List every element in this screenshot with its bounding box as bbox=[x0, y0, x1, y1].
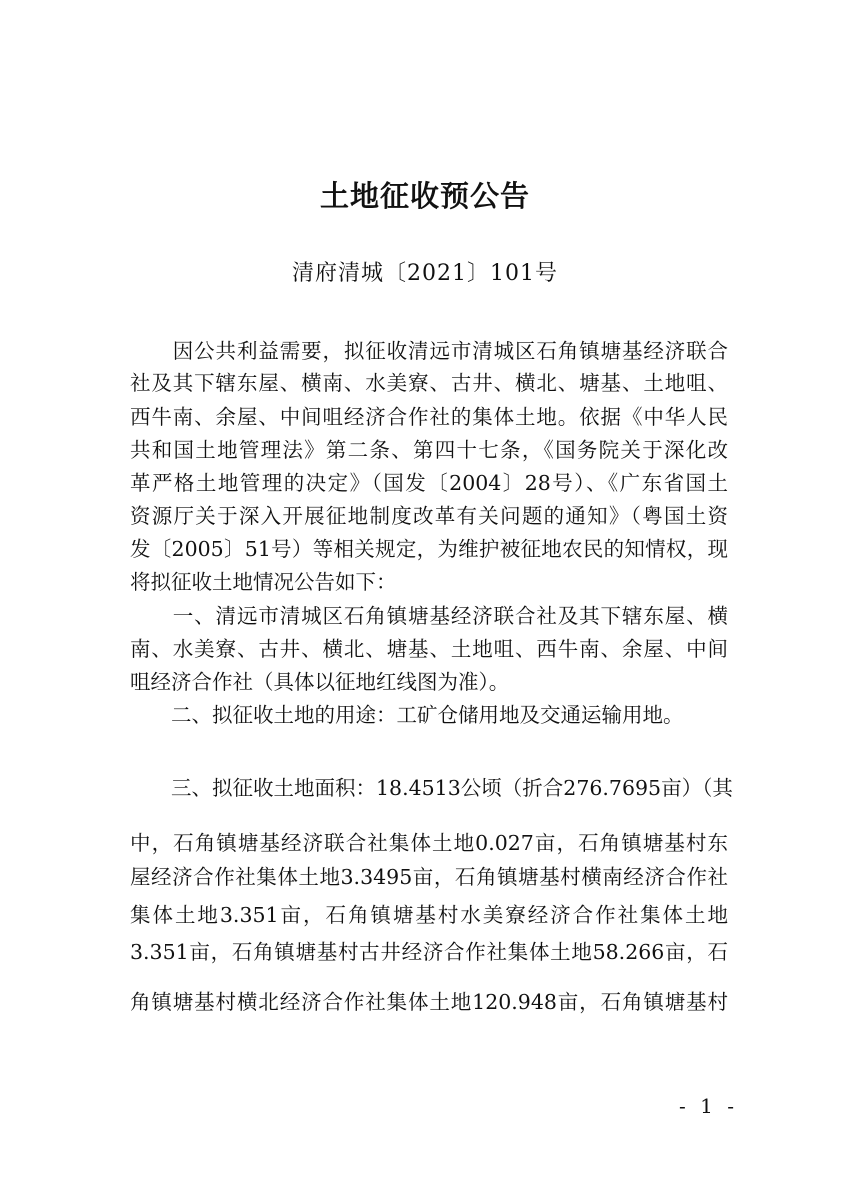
body-line: 二、拟征收土地的用途：工矿仓储用地及交通运输用地。 bbox=[130, 703, 684, 727]
body-line: 屋经济合作社集体土地3.3495亩，石角镇塘基村横南经济合作社 bbox=[130, 865, 728, 889]
body-line: 一、清远市清城区石角镇塘基经济联合社及其下辖东屋、横 bbox=[130, 604, 728, 628]
body-line: 西牛南、余屋、中间咀经济合作社的集体土地。依据《中华人民 bbox=[130, 405, 728, 429]
body-line: 发〔2005〕51号）等相关规定，为维护被征地农民的知情权，现 bbox=[130, 537, 728, 561]
body-line: 将拟征收土地情况公告如下： bbox=[130, 570, 397, 594]
body-line: 角镇塘基村横北经济合作社集体土地120.948亩，石角镇塘基村 bbox=[130, 990, 728, 1014]
body-line: 咀经济合作社（具体以征地红线图为准）。 bbox=[130, 670, 510, 694]
body-line: 南、水美寮、古井、横北、塘基、土地咀、西牛南、余屋、中间 bbox=[130, 637, 728, 661]
body-line: 3.351亩，石角镇塘基村古井经济合作社集体土地58.266亩，石 bbox=[130, 940, 728, 964]
body-line: 三、拟征收土地面积：18.4513公顷（折合276.7695亩）（其 bbox=[130, 776, 733, 800]
body-line: 社及其下辖东屋、横南、水美寮、古井、横北、塘基、土地咀、 bbox=[130, 371, 728, 395]
body-line: 资源厅关于深入开展征地制度改革有关问题的通知》（粤国土资 bbox=[130, 504, 728, 528]
body-line: 中，石角镇塘基经济联合社集体土地0.027亩，石角镇塘基村东 bbox=[130, 831, 728, 855]
page-number: - 1 - bbox=[679, 1094, 738, 1118]
body-line: 集体土地3.351亩，石角镇塘基村水美寮经济合作社集体土地 bbox=[130, 903, 728, 927]
body-line: 因公共利益需要，拟征收清远市清城区石角镇塘基经济联合 bbox=[130, 339, 728, 363]
document-title: 土地征收预公告 bbox=[319, 179, 530, 213]
document-number: 清府清城〔2021〕101号 bbox=[292, 261, 558, 286]
body-line: 共和国土地管理法》第二条、第四十七条，《国务院关于深化改 bbox=[130, 438, 728, 462]
body-line: 革严格土地管理的决定》（国发〔2004〕28号）、《广东省国土 bbox=[130, 471, 728, 495]
